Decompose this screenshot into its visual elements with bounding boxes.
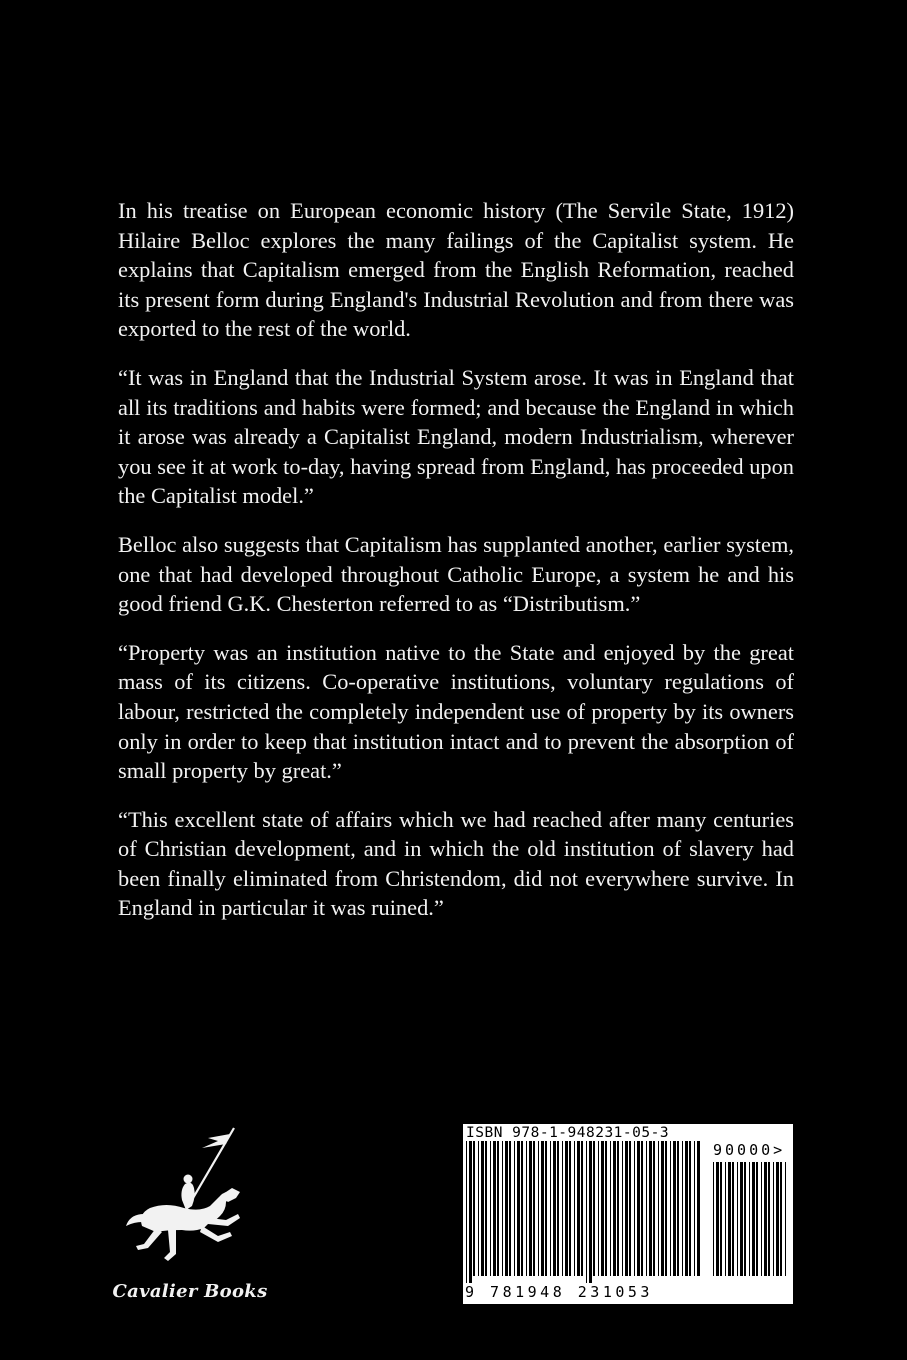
publisher-name: Cavalier Books (112, 1281, 268, 1302)
blurb-quote: “It was in England that the Industrial System arose. It was in England that all its traditions and habits were formed; and because the England in which it arose was already a Capitalist England, modern Industrialism, wherever you see it at work to-day, having spread from England, has proceeded upon the Capitalist model.” (118, 364, 794, 509)
blurb-paragraph: Belloc also suggests that Capitalism has supplanted another, earlier system, one that had developed throughout Catholic Europe, a system he and his good friend G.K. Chesterton referred to as “Distributism.” (118, 531, 794, 617)
blurb-text (118, 196, 794, 942)
isbn-label: ISBN 978-1-948231-05-3 (466, 1125, 670, 1141)
isbn-barcode (463, 1124, 793, 1304)
blurb-quote: “This excellent state of affairs which we had reached after many centuries of Christian development, and in which the old institution of slavery had been finally eliminated from Christendom, did not everywhere survive. In England in particular it was ruined.” (118, 806, 794, 921)
ean-barcode-bars (466, 1141, 700, 1286)
blurb-quote: “Property was an institution native to the State and enjoyed by the great mass of its citizens. Co-operative institutions, voluntary regulations of labour, restricted the completely independent use of property by its owners only in order to keep that institution intact and to prevent the absorption of small property by great.” (118, 639, 794, 784)
price-barcode-bars (713, 1162, 787, 1286)
publisher-logo (110, 1122, 270, 1312)
blurb-paragraph: In his treatise on European economic history (The Servile State, 1912) Hilaire Belloc explores the many failings of the Capitalist system. He explains that Capitalism emerged from the English Reformation, reached its present form during England's Industrial Revolution and from there was exported to the rest of the world. (118, 198, 794, 342)
ean-digits: 9 781948 231053 (465, 1283, 653, 1301)
price-code: 90000> (713, 1141, 786, 1159)
knight-on-horse-icon (122, 1122, 252, 1277)
